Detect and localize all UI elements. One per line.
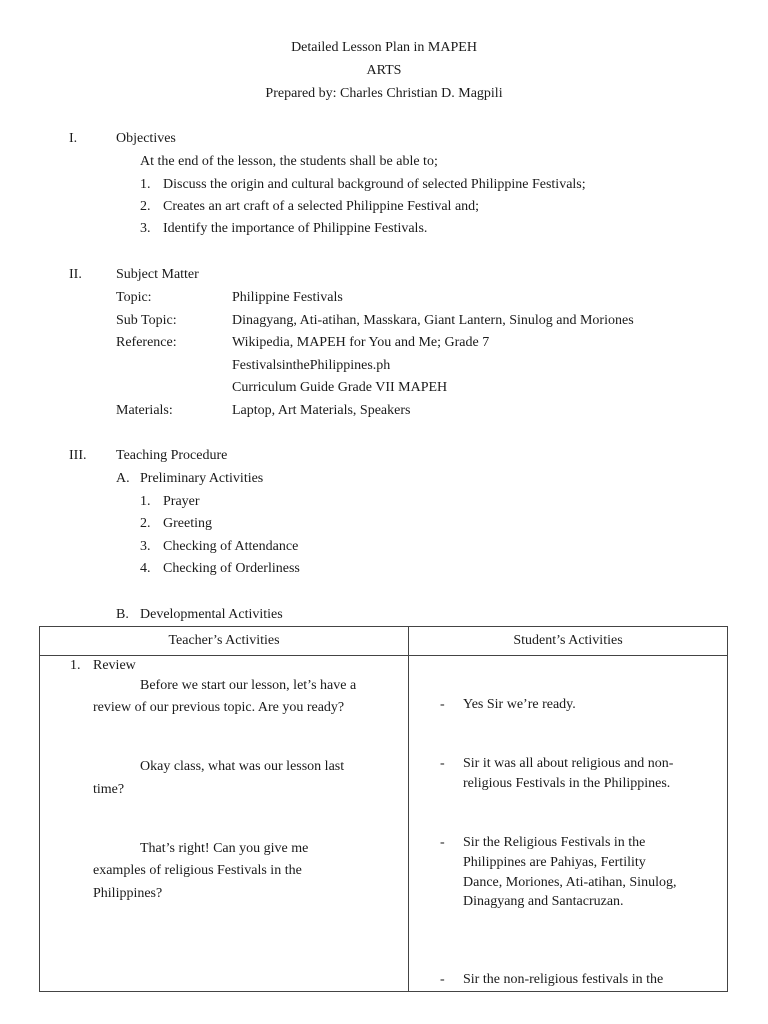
objective-number: 3. [140,221,151,236]
teacher-line: Before we start our lesson, let’s have a [140,678,357,693]
prelim-item: Checking of Attendance [163,539,299,554]
prelim-item: Greeting [163,516,212,531]
objective-item: Identify the importance of Philippine Festivals. [163,221,428,236]
student-line: religious Festivals in the Philippines. [463,776,671,791]
topic-label: Topic: [116,290,152,305]
teacher-line: Philippines? [93,886,163,901]
student-line: Yes Sir we’re ready. [463,697,576,712]
materials-label: Materials: [116,403,173,418]
subsection-letter-prelim: A. [116,471,130,486]
prelim-number: 1. [140,494,151,509]
student-activities-cell [409,656,728,992]
bullet-dash: - [440,972,445,987]
document-title: Detailed Lesson Plan in MAPEH [291,40,477,55]
activities-table [39,626,728,992]
teacher-line: examples of religious Festivals in the [93,863,302,878]
table-header-row [40,627,728,656]
reference-item: Curriculum Guide Grade VII MAPEH [232,380,448,395]
section-heading-objectives: Objectives [116,131,176,146]
student-line: Sir the Religious Festivals in the [463,835,646,850]
subsection-heading-prelim: Preliminary Activities [140,471,264,486]
student-line: Sir it was all about religious and non- [463,756,674,771]
section-numeral-procedure: III. [69,448,87,463]
prelim-number: 2. [140,516,151,531]
subtopic-value: Dinagyang, Ati-atihan, Masskara, Giant Lantern, Sinulog and Moriones [232,313,634,328]
student-line: Dance, Moriones, Ati-atihan, Sinulog, [463,875,677,890]
column-header-student: Student’s Activities [409,627,728,656]
teacher-activities-cell [40,656,409,992]
document-subject: ARTS [366,63,402,78]
objective-number: 2. [140,199,151,214]
review-number: 1. [70,658,81,673]
teacher-line: review of our previous topic. Are you ready? [93,700,345,715]
student-line: Sir the non-religious festivals in the [463,972,664,987]
review-label: Review [93,658,136,673]
reference-item: Wikipedia, MAPEH for You and Me; Grade 7 [232,335,490,350]
section-numeral-objectives: I. [69,131,78,146]
prelim-number: 4. [140,561,151,576]
reference-item: FestivalsinthePhilippines.ph [232,358,391,373]
column-header-teacher: Teacher’s Activities [40,627,409,656]
section-heading-subject-matter: Subject Matter [116,267,199,282]
teacher-line: time? [93,782,125,797]
materials-value: Laptop, Art Materials, Speakers [232,403,411,418]
student-line: Dinagyang and Santacruzan. [463,894,624,909]
prepared-by: Prepared by: Charles Christian D. Magpili [265,86,503,101]
objective-item: Discuss the origin and cultural background of selected Philippine Festivals; [163,177,586,192]
subsection-heading-dev: Developmental Activities [140,607,283,622]
subtopic-label: Sub Topic: [116,313,177,328]
prelim-item: Checking of Orderliness [163,561,300,576]
section-numeral-subject-matter: II. [69,267,82,282]
objective-item: Creates an art craft of a selected Philippine Festival and; [163,199,480,214]
prelim-item: Prayer [163,494,200,509]
bullet-dash: - [440,697,445,712]
subsection-letter-dev: B. [116,607,129,622]
student-line: Philippines are Pahiyas, Fertility [463,855,646,870]
objective-number: 1. [140,177,151,192]
topic-value: Philippine Festivals [232,290,343,305]
section-heading-procedure: Teaching Procedure [116,448,228,463]
teacher-line: That’s right! Can you give me [140,841,309,856]
reference-label: Reference: [116,335,177,350]
objectives-intro: At the end of the lesson, the students shall be able to; [140,154,438,169]
teacher-line: Okay class, what was our lesson last [140,759,345,774]
bullet-dash: - [440,835,445,850]
prelim-number: 3. [140,539,151,554]
table-row [40,656,728,992]
bullet-dash: - [440,756,445,771]
